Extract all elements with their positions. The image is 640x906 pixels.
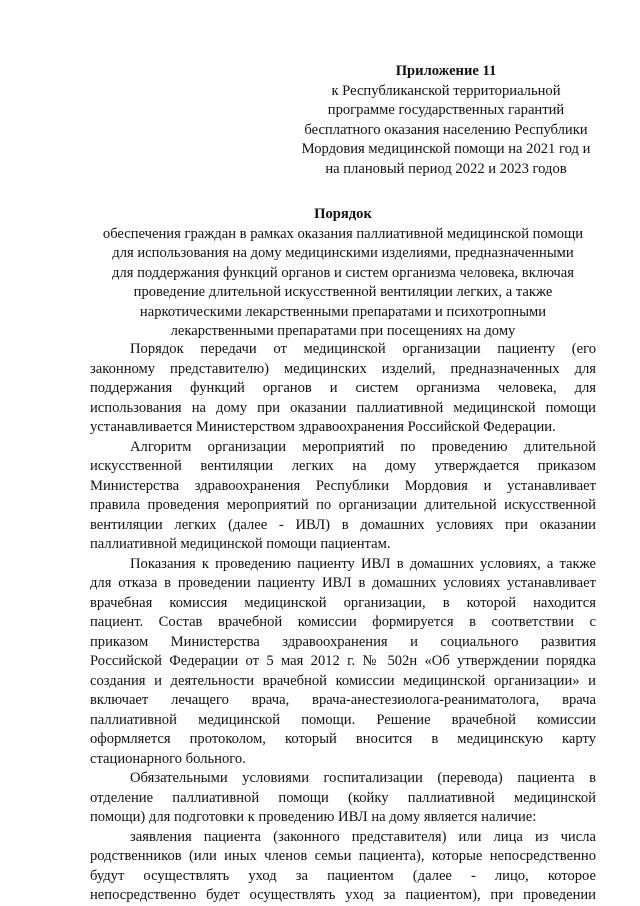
body-line: включает лечащего врача, врача-анестезиолога-реаниматолога, врача <box>90 692 596 708</box>
appendix-line: бесплатного оказания населению Республики <box>304 121 588 138</box>
document-body <box>90 340 596 906</box>
body-line: устанавливается Министерством здравоохранения Российской Федерации. <box>90 419 556 435</box>
body-line: родственников (или иных членов семьи пациента), которые непосредственно <box>90 848 596 864</box>
document-title: Порядок <box>314 206 372 222</box>
body-line: искусственной вентиляции легких на дому утверждается приказом <box>90 458 596 474</box>
body-line: непосредственно будет осуществлять уход за пациентом), при проведении <box>90 887 596 903</box>
body-line: стационарного больного. <box>90 750 246 767</box>
body-line: врачебная комиссия медицинской организации, в которой находится <box>90 594 596 611</box>
body-line: Обязательными условиями госпитализации (перевода) пациента в <box>130 770 596 786</box>
body-line: для отказа в проведении пациенту ИВЛ в домашних условиях устанавливает <box>90 575 596 591</box>
body-line: приказом Министерства здравоохранения и социального развития <box>90 633 596 650</box>
document-subtitle-line: обеспечения граждан в рамках оказания паллиативной медицинской помощи <box>102 225 584 242</box>
appendix-line: Мордовия медицинской помощи на 2021 год и <box>301 141 591 157</box>
body-line: вентиляции легких (далее - ИВЛ) в домашних условиях при оказании <box>90 516 596 533</box>
appendix-line: на плановый период 2022 и 2023 годов <box>325 160 567 177</box>
appendix-line: к Республиканской территориальной <box>331 82 561 99</box>
appendix-title: Приложение 11 <box>395 63 497 79</box>
body-line: пациент. Состав врачебной комиссии формируется в соответствии с <box>90 614 596 630</box>
document-subtitle-line: проведение длительной искусственной вентиляции легких, а также <box>133 284 553 300</box>
body-line: создания и деятельности врачебной комиссии медицинской организации» и <box>90 672 596 689</box>
body-line: Министерства здравоохранения Республики Мордовия и устанавливает <box>90 477 596 494</box>
body-line: заявления пациента (законного представителя) или лица из числа <box>130 828 596 845</box>
body-line: правила проведения мероприятий по организации длительной искусственной <box>90 497 596 513</box>
appendix-line: программе государственных гарантий <box>327 102 565 118</box>
document-subtitle-line: лекарственными препаратами при посещениях на дому <box>170 323 516 339</box>
body-line: Показания к проведению пациенту ИВЛ в домашних условиях, а также <box>130 555 596 572</box>
body-line: законному представителю) медицинских изделий, предназначенных для <box>90 360 596 377</box>
body-line: паллиативной медицинской помощи. Решение врачебной комиссии <box>90 711 596 728</box>
document-heading <box>60 205 626 342</box>
body-line: оформляется протоколом, который вносится в медицинскую карту <box>90 731 596 747</box>
body-line: помощи) для подготовки к проведению ИВЛ на дому является наличие: <box>90 809 537 825</box>
body-line: поддержания функций органов и систем организма человека, для <box>90 380 596 396</box>
body-line: Российской Федерации от 5 мая 2012 г. № 502н «Об утверждении порядка <box>90 653 596 669</box>
body-line: Алгоритм организации мероприятий по проведению длительной <box>130 438 596 455</box>
document-subtitle-line: для использования на дому медицинскими изделиями, предназначенными <box>112 245 574 261</box>
appendix-header <box>296 62 596 179</box>
body-line: Порядок передачи от медицинской организации пациенту (его <box>130 341 596 357</box>
body-line: будут осуществлять уход за пациентом (далее - лицо, которое <box>90 867 596 884</box>
body-line: паллиативной медицинской помощи пациентам. <box>90 536 391 552</box>
body-line: использования на дому при оказании паллиативной медицинской помощи <box>90 399 596 416</box>
document-subtitle-line: для поддержания функций органов и систем организма человека, включая <box>112 264 574 281</box>
body-line: отделение паллиативной помощи (койку паллиативной медицинской <box>90 789 596 806</box>
document-subtitle-line: наркотическими лекарственными препаратами и психотропными <box>139 303 547 320</box>
